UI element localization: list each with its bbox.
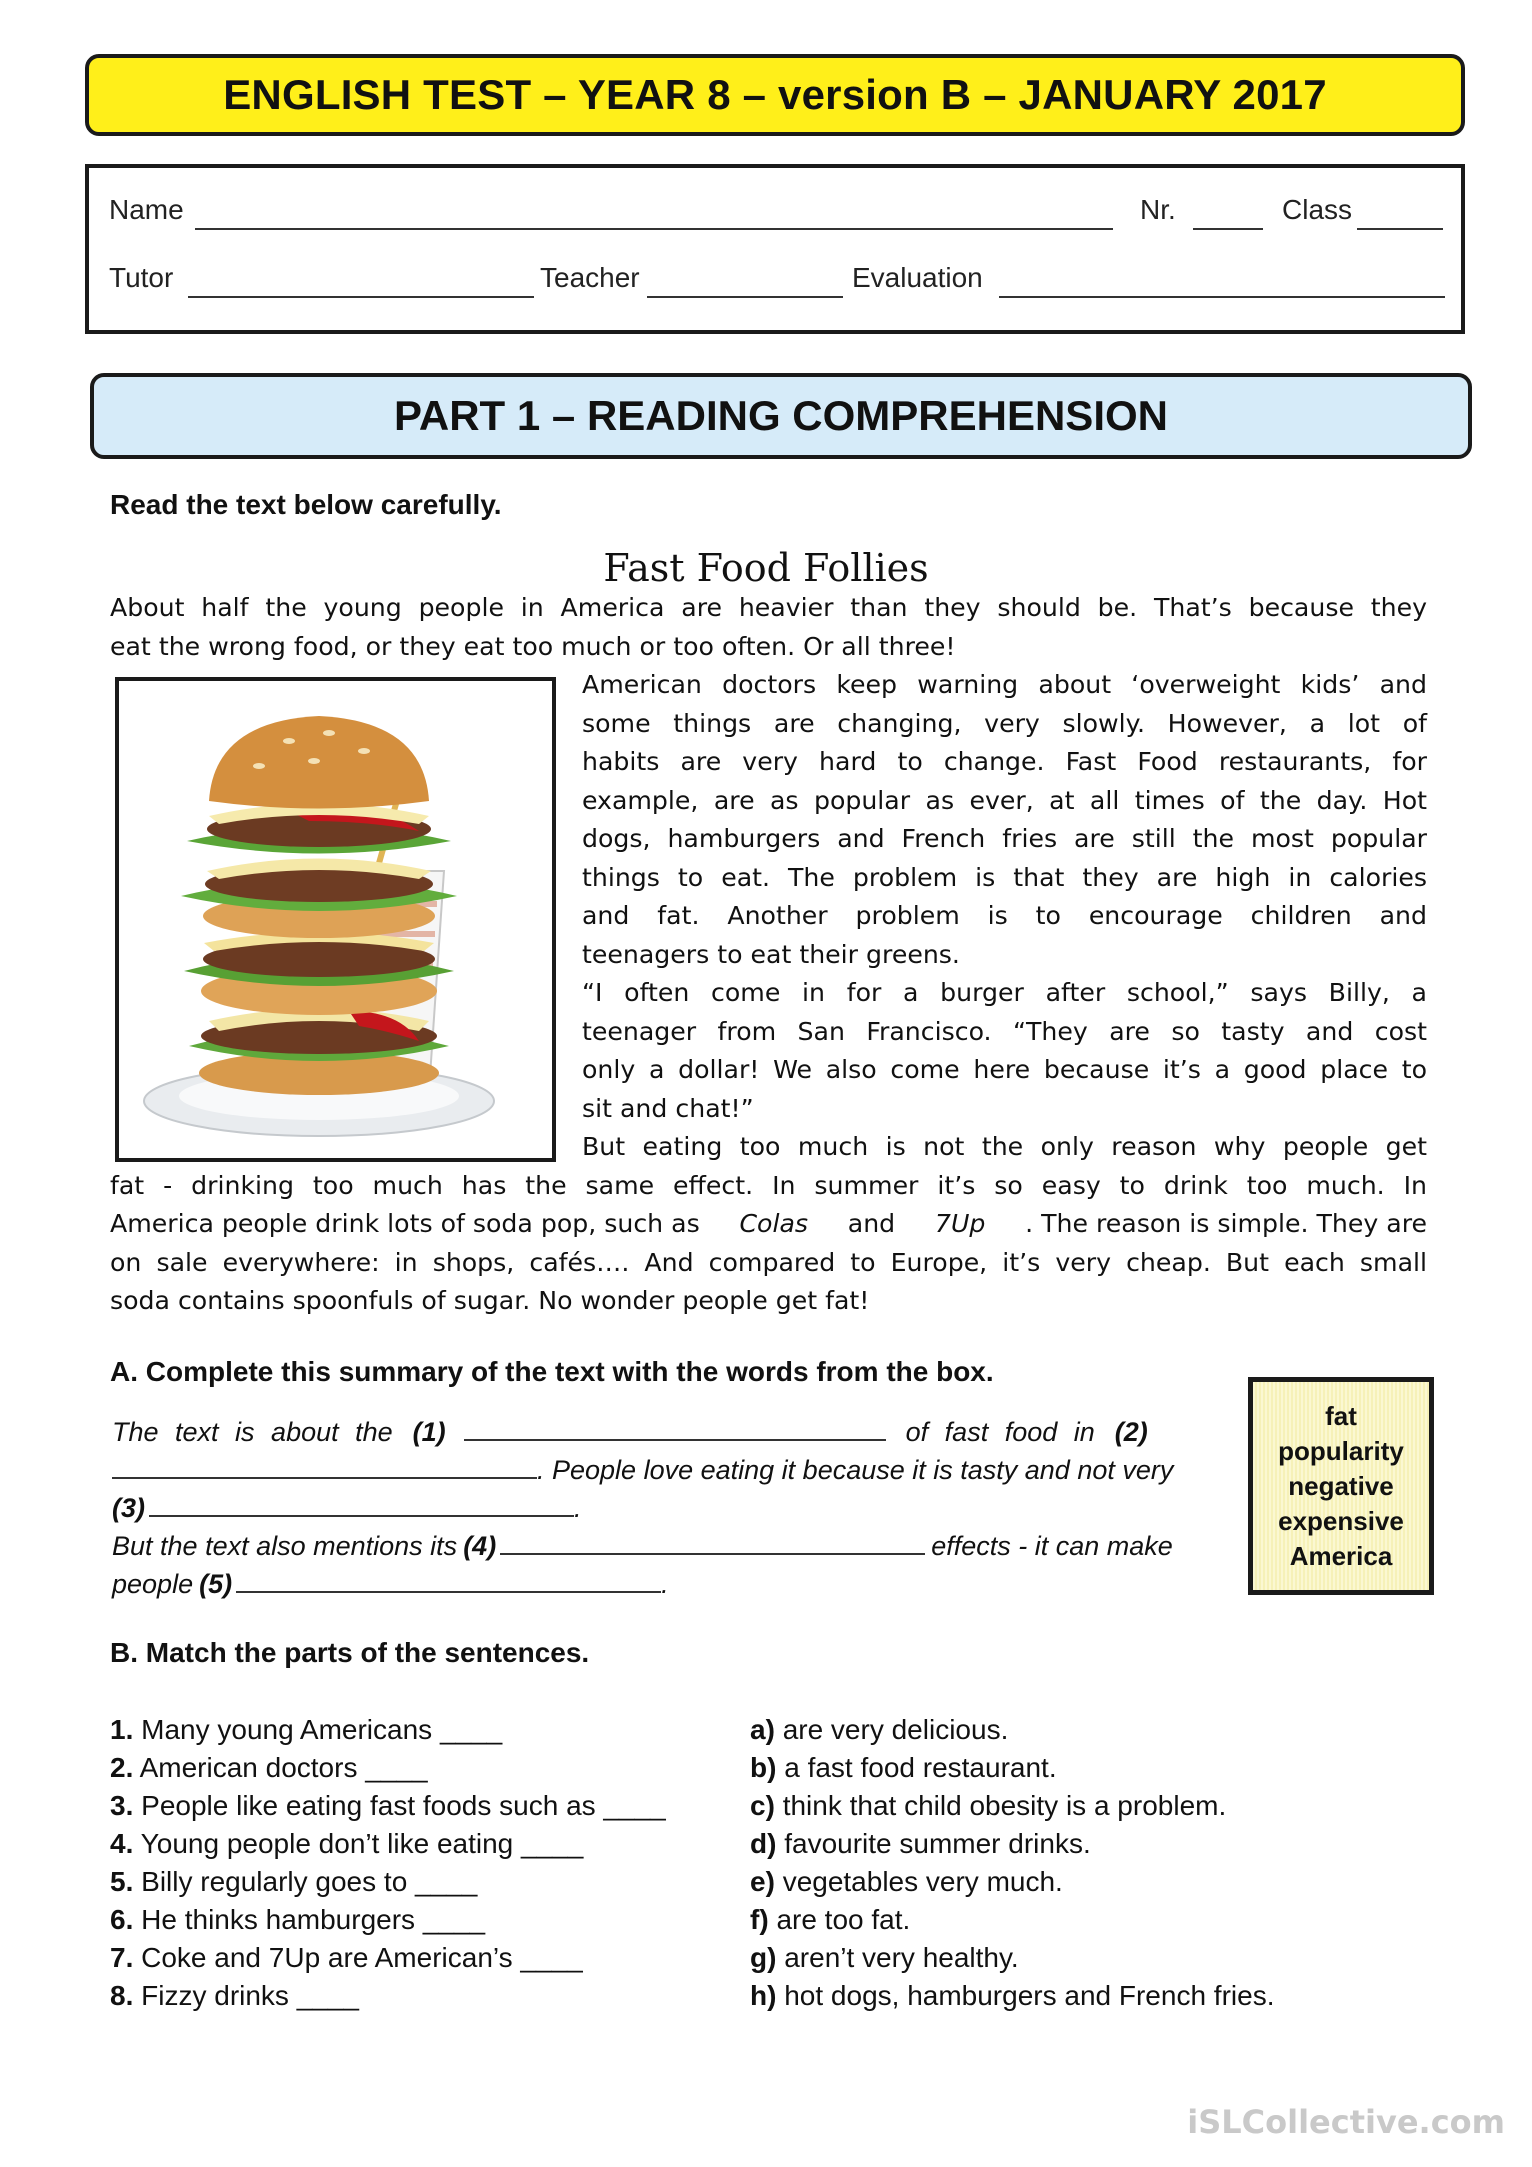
tutor-label: Tutor [109, 262, 174, 293]
part-banner [90, 373, 1472, 459]
evaluation-label: Evaluation [852, 262, 983, 293]
burger-stack-image [119, 681, 552, 1158]
summary-text: people [112, 1569, 194, 1599]
story-line: “I often come in for a burger after school,” says Billy, a [582, 978, 1427, 1007]
item-text: Coke and 7Up are American’s ____ [141, 1942, 583, 1973]
summary-line-1 [112, 1413, 1207, 1451]
story-line: sit and chat!” [582, 1094, 754, 1123]
story-line: habits are very hard to change. Fast Food restaurants, for [582, 747, 1427, 776]
match-right-item [750, 1787, 1274, 1825]
name-line[interactable] [195, 228, 1113, 230]
summary-text: The text is about the [112, 1417, 393, 1447]
item-text: think that child obesity is a problem. [782, 1790, 1227, 1821]
item-letter: g) [750, 1942, 777, 1973]
name-label: Name [109, 194, 184, 225]
blank-3[interactable] [149, 1489, 574, 1517]
match-left-item[interactable] [110, 1749, 666, 1787]
match-right-item [750, 1711, 1274, 1749]
match-left-item[interactable] [110, 1977, 666, 2015]
story-line: teenagers to eat their greens. [582, 940, 960, 969]
story-fragment: America people drink lots of soda pop, such as [110, 1209, 700, 1238]
summary-line-4 [112, 1527, 1173, 1565]
class-line[interactable] [1357, 228, 1443, 230]
item-number: 5. [110, 1866, 134, 1897]
nr-line[interactable] [1193, 228, 1263, 230]
item-text: favourite summer drinks. [784, 1828, 1091, 1859]
item-text: a fast food restaurant. [784, 1752, 1057, 1783]
item-letter: e) [750, 1866, 775, 1897]
match-right-item [750, 1749, 1274, 1787]
story-line: soda contains spoonfuls of sugar. No wonder people get fat! [110, 1286, 870, 1315]
item-text: Many young Americans ____ [141, 1714, 503, 1745]
item-text: vegetables very much. [782, 1866, 1063, 1897]
item-letter: b) [750, 1752, 777, 1783]
summary-text: . People love eating it because it is tasty and not very [537, 1455, 1174, 1485]
blank-1[interactable] [464, 1413, 886, 1441]
tutor-line[interactable] [188, 296, 534, 298]
story-line: example, are as popular as ever, at all times of the day. Hot [582, 786, 1427, 815]
blank-number-4: (4) [463, 1531, 497, 1561]
item-number: 7. [110, 1942, 134, 1973]
story-line: But eating too much is not the only reason why people get [582, 1132, 1427, 1161]
match-left-item[interactable] [110, 1787, 666, 1825]
item-letter: h) [750, 1980, 777, 2011]
item-text: are very delicious. [782, 1714, 1009, 1745]
item-text: American doctors ____ [139, 1752, 428, 1783]
evaluation-line[interactable] [999, 296, 1445, 298]
story-line: and fat. Another problem is to encourage children and [582, 901, 1427, 930]
item-text: aren’t very healthy. [784, 1942, 1019, 1973]
story-fragment: and [847, 1209, 896, 1238]
item-letter: d) [750, 1828, 777, 1859]
test-title-banner [85, 54, 1465, 136]
item-text: People like eating fast foods such as ____ [141, 1790, 666, 1821]
word-box [1248, 1377, 1434, 1595]
item-letter: f) [750, 1904, 769, 1935]
item-text: are too fat. [776, 1904, 911, 1935]
burger-illustration [115, 677, 556, 1162]
word-box-item: popularity [1278, 1435, 1404, 1466]
exercise-b-heading: B. Match the parts of the sentences. [110, 1637, 590, 1668]
summary-line-2 [112, 1451, 1173, 1489]
match-right-item [750, 1901, 1274, 1939]
teacher-line[interactable] [647, 296, 843, 298]
word-box-item: America [1289, 1540, 1393, 1571]
match-left-item[interactable] [110, 1939, 666, 1977]
teacher-label: Teacher [540, 262, 640, 293]
item-letter: a) [750, 1714, 775, 1745]
item-text: hot dogs, hamburgers and French fries. [784, 1980, 1275, 2011]
story-fragment-7up: 7Up [934, 1209, 986, 1238]
match-left-item[interactable] [110, 1825, 666, 1863]
item-number: 4. [110, 1828, 134, 1859]
match-right-item [750, 1977, 1274, 2015]
summary-text: But the text also mentions its [112, 1531, 458, 1561]
summary-line-3 [112, 1489, 582, 1527]
match-left-column [110, 1711, 666, 2015]
student-info-box [85, 164, 1465, 334]
test-title: ENGLISH TEST – YEAR 8 – version B – JANUARY 2017 [223, 71, 1327, 118]
exercise-a-heading: A. Complete this summary of the text with the words from the box. [110, 1356, 994, 1387]
part-title: PART 1 – READING COMPREHENSION [394, 392, 1168, 439]
blank-number-1: (1) [412, 1417, 446, 1447]
story-line: fat - drinking too much has the same effect. In summer it’s so easy to drink too much. In [110, 1171, 1427, 1200]
story-title: Fast Food Follies [603, 546, 929, 590]
match-left-item[interactable] [110, 1711, 666, 1749]
item-number: 2. [110, 1752, 134, 1783]
item-number: 3. [110, 1790, 134, 1821]
nr-label: Nr. [1140, 194, 1176, 225]
story-line: teenager from San Francisco. “They are so tasty and cost [582, 1017, 1427, 1046]
story-line: on sale everywhere: in shops, cafés…. And compared to Europe, it’s very cheap. But each small [110, 1248, 1427, 1277]
summary-text: of fast food in [905, 1417, 1095, 1447]
item-number: 6. [110, 1904, 134, 1935]
item-text: Billy regularly goes to ____ [141, 1866, 478, 1897]
summary-line-5 [112, 1565, 669, 1603]
match-left-item[interactable] [110, 1863, 666, 1901]
story-line: eat the wrong food, or they eat too much or too often. Or all three! [110, 632, 956, 661]
word-box-item: fat [1325, 1400, 1357, 1431]
blank-4[interactable] [500, 1527, 925, 1555]
summary-text: . [661, 1569, 669, 1599]
story-line: About half the young people in America are heavier than they should be. That’s because they [110, 593, 1427, 622]
item-text: Fizzy drinks ____ [141, 1980, 360, 2011]
word-box-item: negative [1288, 1470, 1394, 1501]
story-fragment: . The reason is simple. They are [1025, 1209, 1427, 1238]
match-right-column [750, 1711, 1274, 2015]
item-number: 1. [110, 1714, 134, 1745]
summary-text: effects - it can make [931, 1531, 1173, 1561]
summary-text: . [574, 1493, 582, 1523]
item-letter: c) [750, 1790, 775, 1821]
story-line: things to eat. The problem is that they are high in calories [582, 863, 1427, 892]
story-line-mixed [110, 1205, 1427, 1244]
story-line: only a dollar! We also come here because it’s a good place to [582, 1055, 1427, 1084]
match-right-item [750, 1939, 1274, 1977]
word-box-item: expensive [1278, 1505, 1404, 1536]
match-right-item [750, 1863, 1274, 1901]
story-fragment-colas: Colas [739, 1209, 809, 1238]
story-line: some things are changing, very slowly. However, a lot of [582, 709, 1427, 738]
blank-number-2: (2) [1114, 1417, 1148, 1447]
blank-number-3: (3) [112, 1493, 145, 1523]
blank-2[interactable] [112, 1451, 537, 1479]
watermark: iSLCollective.com [1187, 2103, 1505, 2141]
item-text: Young people don’t like eating ____ [140, 1828, 584, 1859]
match-left-item[interactable] [110, 1901, 666, 1939]
story-line: American doctors keep warning about ‘overweight kids’ and [582, 670, 1427, 699]
match-right-item [750, 1825, 1274, 1863]
blank-number-5: (5) [199, 1569, 233, 1599]
blank-5[interactable] [236, 1565, 661, 1593]
class-label: Class [1282, 194, 1353, 225]
item-text: He thinks hamburgers ____ [141, 1904, 486, 1935]
reading-instruction: Read the text below carefully. [110, 489, 502, 520]
story-line: dogs, hamburgers and French fries are still the most popular [582, 824, 1427, 853]
item-number: 8. [110, 1980, 134, 2011]
